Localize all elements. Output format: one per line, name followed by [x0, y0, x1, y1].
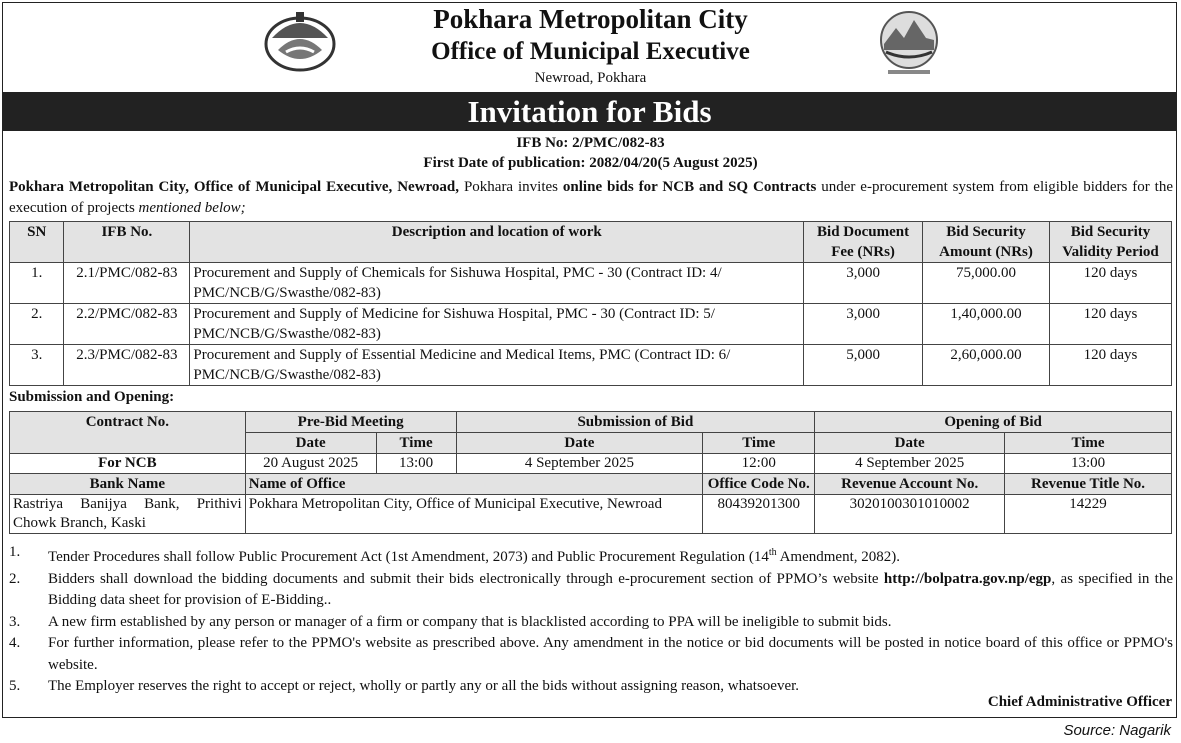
- bids-cell: 3,000: [804, 263, 923, 304]
- bids-cell: 2.1/PMC/082-83: [64, 263, 190, 304]
- bids-cell: 120 days: [1050, 304, 1172, 345]
- note-text-b: Amendment, 2082).: [776, 549, 900, 565]
- publication-date: First Date of publication: 2082/04/20(5 August 2025): [423, 155, 758, 171]
- sub-date-cell: 4 September 2025: [456, 454, 703, 474]
- sub-time-header: Time: [703, 433, 815, 454]
- revenue-account-cell: 3020100301010002: [815, 495, 1005, 534]
- pre-date-cell: 20 August 2025: [245, 454, 376, 474]
- office-title: Office of Municipal Executive: [431, 38, 750, 65]
- list-item: [9, 569, 1173, 612]
- intro-text-2: Pokhara invites: [459, 179, 563, 195]
- ifb-info: [0, 133, 1181, 173]
- list-item: [9, 612, 1173, 634]
- bids-header-cell: Bid Document Fee (NRs): [804, 222, 923, 263]
- bids-table: [9, 221, 1172, 386]
- contract-cell: For NCB: [10, 454, 246, 474]
- bids-cell: Procurement and Supply of Chemicals for Sishuwa Hospital, PMC - 30 (Contract ID: 4/ PMC/NCB/G/Swasthe/082-83): [190, 263, 804, 304]
- bids-cell: Procurement and Supply of Essential Medicine and Medical Items, PMC (Contract ID: 6/ PMC/NCB/G/Swasthe/082-83): [190, 345, 804, 386]
- notice-header: [0, 3, 1181, 87]
- bids-cell: 2.: [10, 304, 64, 345]
- list-item: [9, 542, 1173, 569]
- ppmo-link[interactable]: http://bolpatra.gov.np/egp: [883, 570, 1052, 587]
- note-text: [48, 569, 1173, 612]
- bids-cell: 1,40,000.00: [923, 304, 1050, 345]
- bank-row: [10, 495, 1172, 534]
- note-text: [48, 542, 1173, 569]
- intro-text-4: under e-procurement system from eligible bidders for the execution of projects: [9, 179, 1174, 216]
- bids-cell: 5,000: [804, 345, 923, 386]
- list-item: [9, 633, 1173, 676]
- open-date-cell: 4 September 2025: [815, 454, 1005, 474]
- intro-bold-1: Pokhara Metropolitan City, Office of Municipal Executive, Newroad,: [9, 179, 460, 195]
- sub-time-cell: 12:00: [703, 454, 815, 474]
- submission-header: Submission of Bid: [456, 412, 815, 433]
- bank-name-header: Bank Name: [10, 474, 246, 495]
- bids-cell: 2,60,000.00: [923, 345, 1050, 386]
- contract-no-header: Contract No.: [10, 412, 246, 454]
- note-text-a: The Employer reserves the right to accept or reject, wholly or partly any or all the bids without assigning reason, whatsoever.: [48, 678, 800, 694]
- table-row: [10, 345, 1172, 386]
- office-name-header: Name of Office: [245, 474, 703, 495]
- open-time-cell: 13:00: [1005, 454, 1172, 474]
- bids-cell: 3.: [10, 345, 64, 386]
- revenue-title-header: Revenue Title No.: [1005, 474, 1172, 495]
- pre-date-header: Date: [245, 433, 376, 454]
- pre-time-header: Time: [376, 433, 456, 454]
- office-address: Newroad, Pokhara: [534, 70, 647, 86]
- bids-cell: 120 days: [1050, 263, 1172, 304]
- pre-bid-header: Pre-Bid Meeting: [245, 412, 456, 433]
- bids-cell: 75,000.00: [923, 263, 1050, 304]
- note-text-a: Tender Procedures shall follow Public Procurement Act (1st Amendment, 2073) and Public Procurement Regulation (14: [48, 549, 769, 565]
- note-number: 3.: [9, 613, 21, 630]
- bids-header-cell: IFB No.: [64, 222, 190, 263]
- bids-cell: 120 days: [1050, 345, 1172, 386]
- bids-header-cell: Bid Security Amount (NRs): [923, 222, 1050, 263]
- pre-time-cell: 13:00: [376, 454, 456, 474]
- bank-header-row: [10, 474, 1172, 495]
- office-name-cell: Pokhara Metropolitan City, Office of Municipal Executive, Newroad: [245, 495, 703, 534]
- invitation-banner: Invitation for Bids: [2, 92, 1177, 131]
- signature: Chief Administrative Officer: [987, 694, 1172, 710]
- note-text-a: For further information, please refer to the PPMO's website as prescribed above. Any amendment in the notice or bid documents will be posted in notice board of this office or PPMO's website.: [48, 635, 1173, 673]
- bids-header-cell: Bid Security Validity Period: [1050, 222, 1172, 263]
- note-text-a: Bidders shall download the bidding documents and submit their bids electronically through e-procurement section of PPMO’s website: [48, 570, 884, 587]
- org-title: Pokhara Metropolitan City: [433, 4, 748, 34]
- open-date-header: Date: [815, 433, 1005, 454]
- note-text-a: A new firm established by any person or manager of a firm or company that is blacklisted according to PPA will be ineligible to submit bids.: [48, 613, 892, 630]
- bids-table-header: [10, 222, 1172, 263]
- sub-date-header: Date: [456, 433, 703, 454]
- submission-title: Submission and Opening:: [9, 389, 175, 405]
- revenue-title-cell: 14229: [1005, 495, 1172, 534]
- opening-header: Opening of Bid: [815, 412, 1172, 433]
- bids-header-cell: Description and location of work: [190, 222, 804, 263]
- note-number: 5.: [9, 678, 21, 694]
- bank-name-cell: Rastriya Banijya Bank, Prithivi Chowk Branch, Kaski: [10, 495, 246, 534]
- table-row: [10, 304, 1172, 345]
- office-code-cell: 80439201300: [703, 495, 815, 534]
- note-number: 4.: [9, 635, 21, 651]
- intro-paragraph: [9, 177, 1173, 219]
- bids-cell: 2.3/PMC/082-83: [64, 345, 190, 386]
- note-number: 2.: [9, 570, 21, 587]
- note-text: [48, 612, 1173, 634]
- submission-header-row: [10, 412, 1172, 433]
- office-code-header: Office Code No.: [703, 474, 815, 495]
- note-text: [48, 633, 1173, 676]
- intro-italic-5: mentioned below;: [138, 200, 246, 216]
- source-credit: Source: Nagarik: [1063, 722, 1171, 739]
- table-row: [10, 263, 1172, 304]
- revenue-account-header: Revenue Account No.: [815, 474, 1005, 495]
- bids-cell: 3,000: [804, 304, 923, 345]
- intro-bold-3: online bids for NCB and SQ Contracts: [562, 179, 817, 195]
- submission-table: [9, 411, 1172, 534]
- open-time-header: Time: [1005, 433, 1172, 454]
- note-number: 1.: [9, 544, 21, 560]
- bids-header-cell: SN: [10, 222, 64, 263]
- bids-cell: 2.2/PMC/082-83: [64, 304, 190, 345]
- notes-list: [9, 542, 1173, 698]
- bids-cell: 1.: [10, 263, 64, 304]
- bids-cell: Procurement and Supply of Medicine for Sishuwa Hospital, PMC - 30 (Contract ID: 5/ PMC/NCB/G/Swasthe/082-83): [190, 304, 804, 345]
- ncb-row: [10, 454, 1172, 474]
- note-sup: th: [768, 547, 777, 558]
- note-text-b: , as specified in the Bidding data sheet for provision of E-Bidding..: [48, 570, 1173, 608]
- ifb-number: IFB No: 2/PMC/082-83: [516, 135, 665, 151]
